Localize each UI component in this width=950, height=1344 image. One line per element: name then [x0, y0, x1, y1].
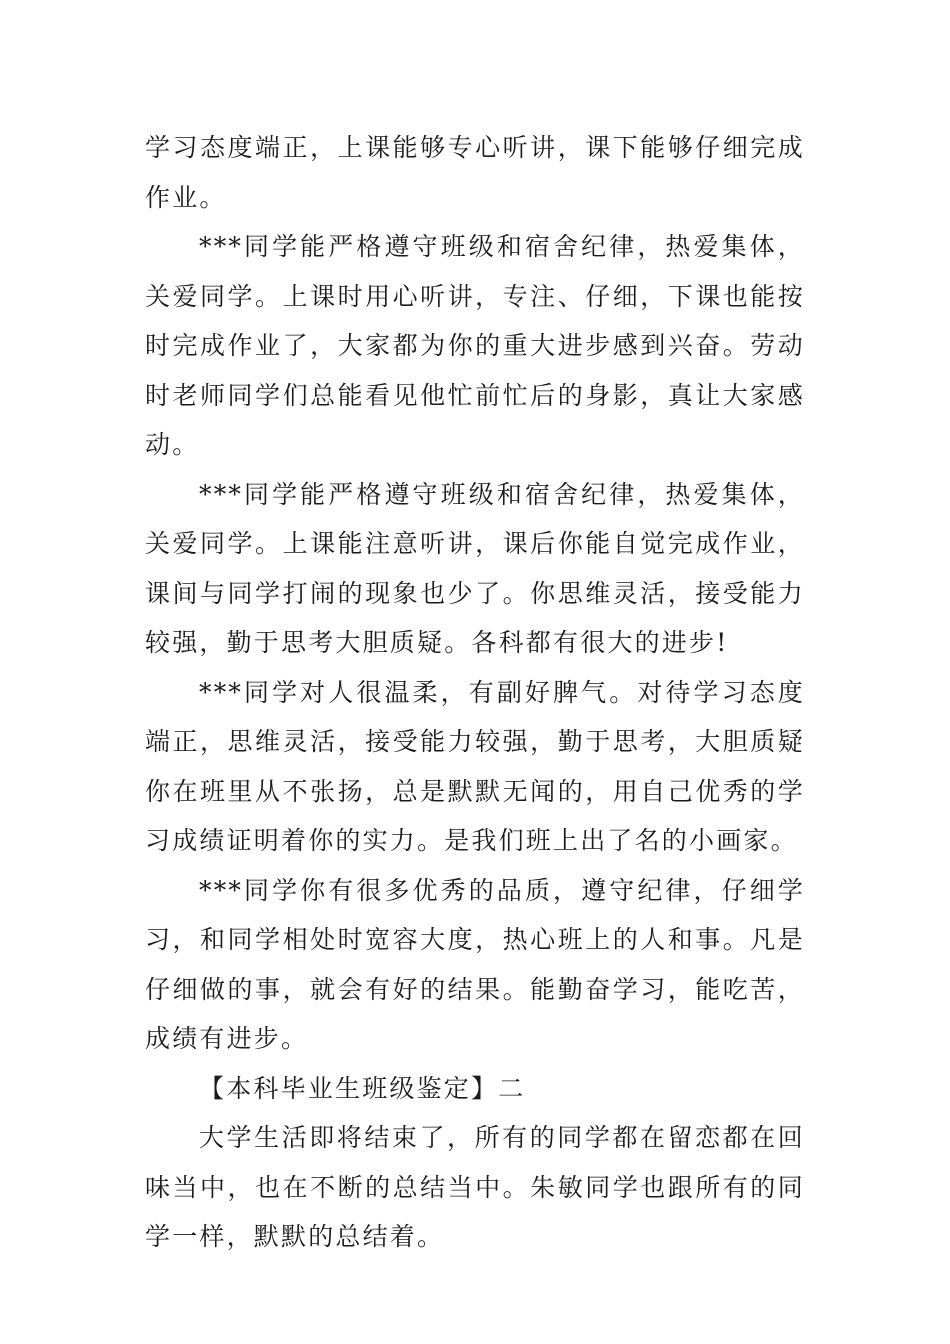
paragraph-comment-2: ***同学能严格遵守班级和宿舍纪律，热爱集体，关爱同学。上课能注意听讲，课后你能自觉完成作业，课间与同学打闹的现象也少了。你思维灵活，接受能力较强，勤于思考大胆质疑。各科都有很大的进步! — [145, 479, 805, 657]
section-heading: 【本科毕业生班级鉴定】二 — [199, 1073, 526, 1103]
document-body — [145, 123, 805, 1262]
paragraph-intro: 大学生活即将结束了，所有的同学都在留恋都在回味当中，也在不断的总结当中。朱敏同学也跟所有的同学一样，默默的总结着。 — [145, 1123, 805, 1251]
paragraph-continuation: 学习态度端正，上课能够专心听讲，课下能够仔细完成作业。 — [145, 133, 805, 212]
paragraph-comment-3: ***同学对人很温柔，有副好脾气。对待学习态度端正，思维灵活，接受能力较强，勤于思考，大胆质疑你在班里从不张扬，总是默默无闻的，用自己优秀的学习成绩证明着你的实力。是我们班上出了名的小画家。 — [145, 677, 805, 855]
paragraph-comment-4: ***同学你有很多优秀的品质，遵守纪律，仔细学习，和同学相处时宽容大度，热心班上的人和事。凡是仔细做的事，就会有好的结果。能勤奋学习，能吃苦，成绩有进步。 — [145, 875, 805, 1053]
paragraph-comment-1: ***同学能严格遵守班级和宿舍纪律，热爱集体，关爱同学。上课时用心听讲，专注、仔细，下课也能按时完成作业了，大家都为你的重大进步感到兴奋。劳动时老师同学们总能看见他忙前忙后的身影，真让大家感动。 — [145, 232, 805, 459]
